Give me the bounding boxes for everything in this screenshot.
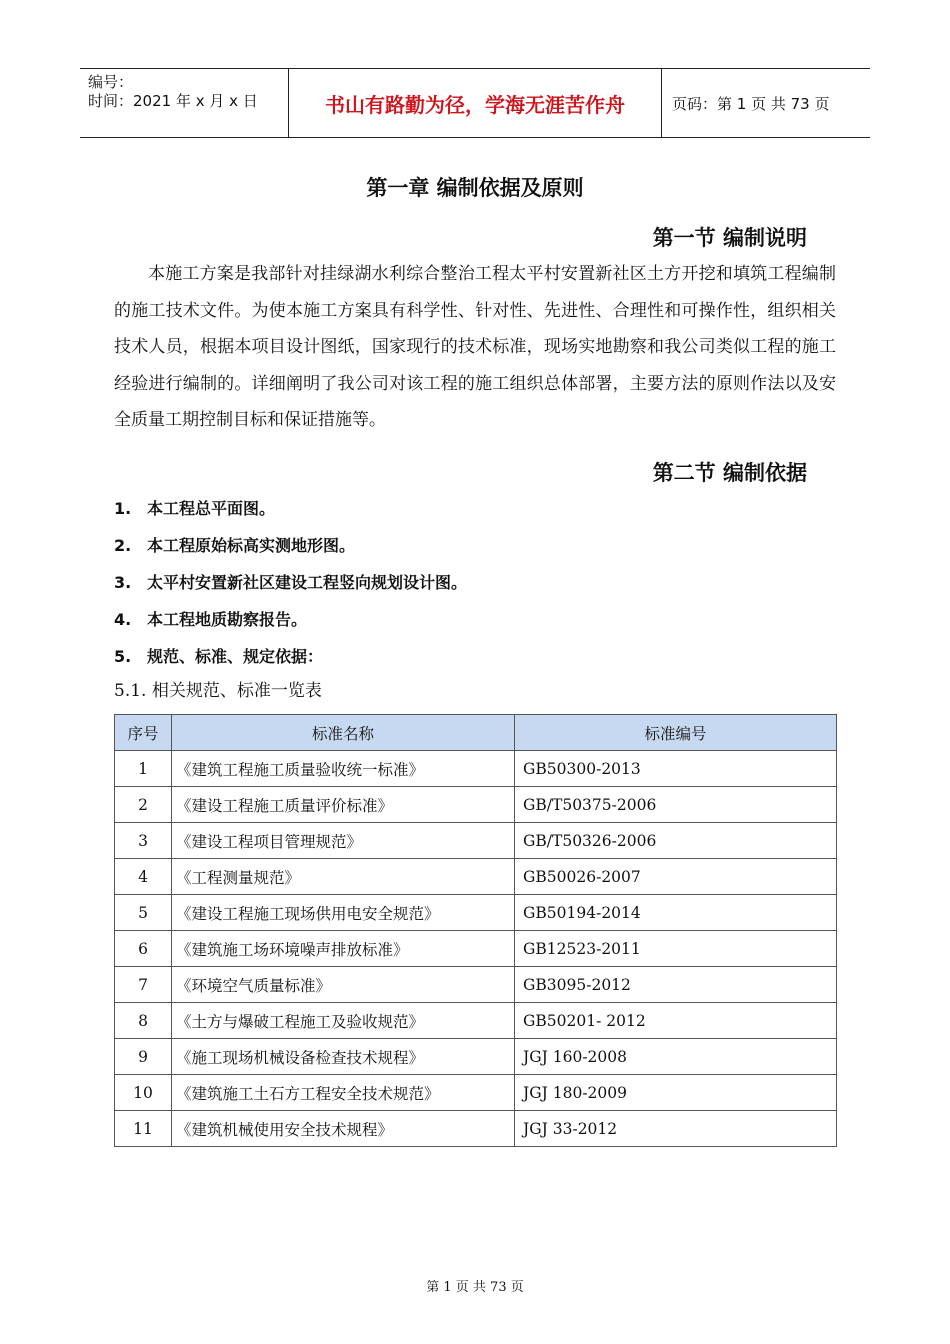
header-page-info: 页码：第 1 页 共 73 页 [672, 94, 830, 113]
list-item-text: 本工程总平面图。 [147, 499, 276, 518]
time-label: 时间：2021 年 x 月 x 日 [88, 92, 258, 110]
number-label: 编号： [88, 73, 134, 91]
cell-standard-name: 《建设工程施工质量评价标准》 [172, 787, 515, 823]
list-item [114, 527, 467, 564]
table-row [115, 1111, 837, 1147]
table-row [115, 967, 837, 1003]
basis-list [114, 490, 467, 675]
cell-standard-code: GB3095-2012 [515, 967, 837, 1003]
header-index: 序号 [115, 715, 172, 751]
table-row [115, 823, 837, 859]
cell-standard-name: 《环境空气质量标准》 [172, 967, 515, 1003]
list-item-text: 太平村安置新社区建设工程竖向规划设计图。 [147, 573, 468, 592]
list-item-number: 1. [114, 499, 132, 518]
cell-standard-name: 《建筑工程施工质量验收统一标准》 [172, 751, 515, 787]
cell-index: 10 [115, 1075, 172, 1111]
cell-standard-code: GB50026-2007 [515, 859, 837, 895]
list-item-number: 2. [114, 536, 132, 555]
cell-standard-code: GB12523-2011 [515, 931, 837, 967]
cell-standard-name: 《建筑施工土石方工程安全技术规范》 [172, 1075, 515, 1111]
page-header [80, 68, 870, 138]
list-item-text: 本工程原始标高实测地形图。 [147, 536, 356, 555]
list-item-text: 本工程地质勘察报告。 [147, 610, 308, 629]
cell-index: 1 [115, 751, 172, 787]
cell-standard-name: 《工程测量规范》 [172, 859, 515, 895]
header-meta [80, 69, 289, 137]
section1-paragraph: 本施工方案是我部针对挂绿湖水利综合整治工程太平村安置新社区土方开挖和填筑工程编制的施工技术文件。为使本施工方案具有科学性、针对性、先进性、合理性和可操作性，组织相关技术人员，根据本项目设计图纸，国家现行的技术标准，现场实地勘察和我公司类似工程的施工经验进行编制的。详细阐明了我公司对该工程的施工组织总体部署，主要方法的原则作法以及安全质量工期控制目标和保证措施等。 [114, 264, 836, 430]
table-row [115, 859, 837, 895]
list-item-number: 3. [114, 573, 132, 592]
cell-standard-code: GB50194-2014 [515, 895, 837, 931]
cell-index: 2 [115, 787, 172, 823]
cell-standard-name: 《建设工程项目管理规范》 [172, 823, 515, 859]
cell-index: 9 [115, 1039, 172, 1075]
list-item-number: 4. [114, 610, 132, 629]
table-subtitle: 5.1. 相关规范、标准一览表 [114, 681, 322, 701]
table-header-row [115, 715, 837, 751]
list-item [114, 490, 467, 527]
cell-index: 4 [115, 859, 172, 895]
standards-table [114, 714, 837, 1147]
cell-standard-code: GB50300-2013 [515, 751, 837, 787]
section1-title: 第一节 编制说明 [652, 226, 807, 250]
table-row [115, 895, 837, 931]
cell-standard-code: GB/T50326-2006 [515, 823, 837, 859]
header-standard-name: 标准名称 [172, 715, 515, 751]
cell-standard-code: JGJ 33-2012 [515, 1111, 837, 1147]
cell-standard-name: 《建筑机械使用安全技术规程》 [172, 1111, 515, 1147]
table-row [115, 751, 837, 787]
page-footer: 第 1 页 共 73 页 [426, 1280, 524, 1295]
cell-standard-code: JGJ 180-2009 [515, 1075, 837, 1111]
cell-standard-code: GB/T50375-2006 [515, 787, 837, 823]
cell-standard-code: GB50201- 2012 [515, 1003, 837, 1039]
cell-index: 3 [115, 823, 172, 859]
table-row [115, 787, 837, 823]
cell-index: 6 [115, 931, 172, 967]
cell-standard-name: 《土方与爆破工程施工及验收规范》 [172, 1003, 515, 1039]
cell-index: 11 [115, 1111, 172, 1147]
table-row [115, 931, 837, 967]
cell-index: 5 [115, 895, 172, 931]
list-item [114, 638, 467, 675]
list-item [114, 601, 467, 638]
list-item-number: 5. [114, 647, 132, 666]
table-row [115, 1075, 837, 1111]
cell-standard-name: 《建筑施工场环境噪声排放标准》 [172, 931, 515, 967]
cell-standard-code: JGJ 160-2008 [515, 1039, 837, 1075]
cell-index: 8 [115, 1003, 172, 1039]
cell-standard-name: 《施工现场机械设备检查技术规程》 [172, 1039, 515, 1075]
table-row [115, 1003, 837, 1039]
list-item [114, 564, 467, 601]
chapter-title: 第一章 编制依据及原则 [366, 176, 584, 200]
table-row [115, 1039, 837, 1075]
header-standard-code: 标准编号 [515, 715, 837, 751]
cell-standard-name: 《建设工程施工现场供用电安全规范》 [172, 895, 515, 931]
header-motto: 书山有路勤为径，学海无涯苦作舟 [289, 69, 662, 137]
cell-index: 7 [115, 967, 172, 1003]
list-item-text: 规范、标准、规定依据： [147, 647, 324, 666]
section2-title: 第二节 编制依据 [652, 461, 807, 485]
